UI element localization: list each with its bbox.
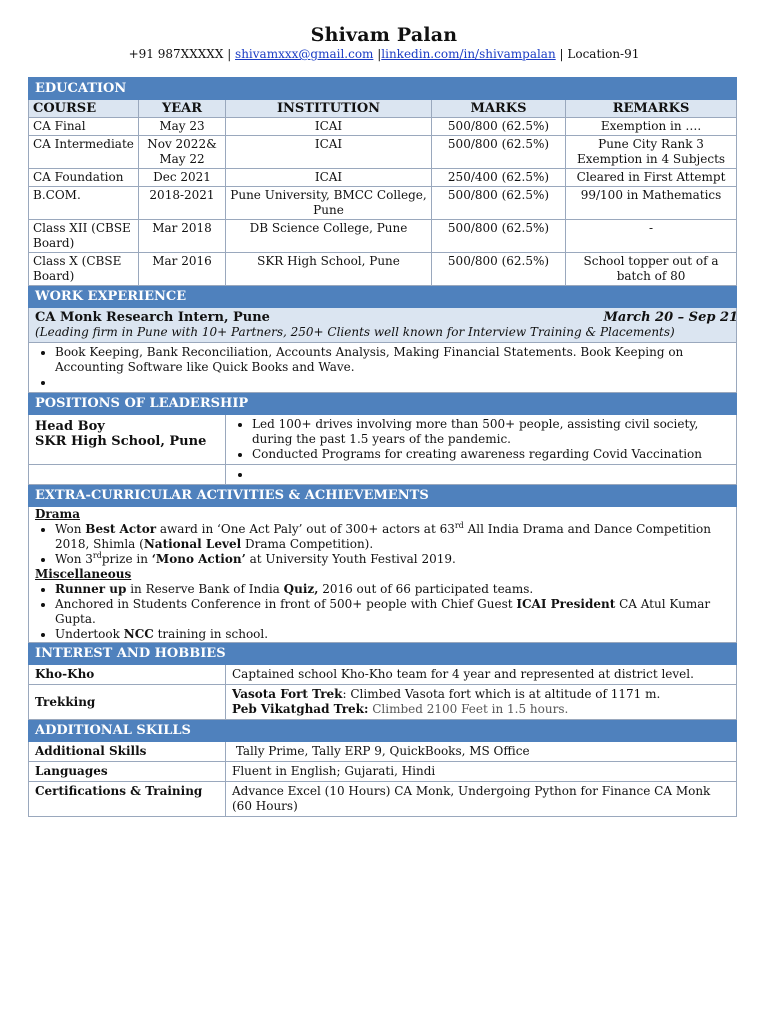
section-header-leadership: POSITIONS OF LEADERSHIP xyxy=(29,393,737,415)
empty-cell xyxy=(29,465,226,485)
list-item xyxy=(55,597,730,627)
separator: | xyxy=(223,47,236,61)
list-item xyxy=(252,467,730,482)
separator: | xyxy=(555,47,568,61)
skill-value: Tally Prime, Tally ERP 9, QuickBooks, MS Office xyxy=(226,742,737,762)
work-role: CA Monk Research Intern, Pune xyxy=(35,310,270,325)
year-cell: 2018-2021 xyxy=(139,187,226,220)
column-header-institution: INSTITUTION xyxy=(226,100,432,118)
list-item xyxy=(55,552,730,567)
bold-text: Peb Vikatghad Trek: xyxy=(232,702,369,716)
column-header-year: YEAR xyxy=(139,100,226,118)
institution-cell: ICAI xyxy=(226,136,432,169)
table-row xyxy=(29,665,737,685)
section-header-education: EDUCATION xyxy=(29,78,737,100)
course-cell: CA Final xyxy=(29,118,139,136)
table-row xyxy=(29,782,737,817)
leadership-position: Head Boy xyxy=(35,419,105,434)
resume-table xyxy=(28,77,737,817)
bold-text: Quiz, xyxy=(283,582,319,596)
course-cell: Class X (CBSE Board) xyxy=(29,253,139,286)
skill-key: Additional Skills xyxy=(29,742,226,762)
interest-key: Kho-Kho xyxy=(29,665,226,685)
institution-cell: SKR High School, Pune xyxy=(226,253,432,286)
skill-key: Certifications & Training xyxy=(29,782,226,817)
list-item: • Led 100+ drives involving more than 500+ people, assisting civil society, during the past 1.5 years of the pandemic. xyxy=(252,417,730,447)
list-item xyxy=(55,627,730,642)
bold-text: ‘Mono Action’ xyxy=(151,552,246,566)
text: All India Drama and Dance Competition 2018, Shimla ( xyxy=(55,522,711,551)
text: at University Youth Festival 2019. xyxy=(245,552,456,566)
work-bullet-list xyxy=(35,345,730,390)
interest-value xyxy=(226,685,737,720)
miscellaneous-list xyxy=(35,582,730,642)
table-row xyxy=(29,253,737,286)
year-cell: Nov 2022& May 22 xyxy=(139,136,226,169)
interest-value: Captained school Kho-Kho team for 4 year and represented at district level. xyxy=(226,665,737,685)
skill-key: Languages xyxy=(29,762,226,782)
bold-text: National Level xyxy=(143,537,242,551)
section-header-skills: ADDITIONAL SKILLS xyxy=(29,720,737,742)
linkedin-link[interactable]: linkedin.com/in/shivampalan xyxy=(381,47,556,61)
list-item xyxy=(55,522,730,552)
extracurricular-row xyxy=(29,507,737,643)
trek-line xyxy=(232,687,730,702)
leadership-organization: SKR High School, Pune xyxy=(35,434,207,449)
candidate-name: Shivam Palan xyxy=(310,24,458,46)
remarks-cell: 99/100 in Mathematics xyxy=(566,187,737,220)
text: : Climbed Vasota fort which is at altitude of 1171 m. xyxy=(342,687,661,701)
marks-cell: 500/800 (62.5%) xyxy=(432,253,566,286)
remarks-cell: Pune City Rank 3 Exemption in 4 Subjects xyxy=(566,136,737,169)
text: award in ‘One Act Paly’ out of 300+ actors at 63 xyxy=(156,522,455,536)
section-header-interests: INTEREST AND HOBBIES xyxy=(29,643,737,665)
table-row xyxy=(29,742,737,762)
trek-line xyxy=(232,702,730,717)
separator: | xyxy=(373,47,382,61)
course-cell: CA Intermediate xyxy=(29,136,139,169)
education-column-headers xyxy=(29,100,737,118)
email-link[interactable]: shivamxxx@gmail.com xyxy=(235,47,374,61)
table-row xyxy=(29,169,737,187)
work-description: (Leading firm in Pune with 10+ Partners, 250+ Clients well known for Interview Training & Placements) xyxy=(35,325,675,339)
phone-number: +91 987XXXXX xyxy=(128,47,224,61)
institution-cell: Pune University, BMCC College, Pune xyxy=(226,187,432,220)
drama-list xyxy=(35,522,730,567)
superscript: rd xyxy=(92,551,102,560)
year-cell: Mar 2016 xyxy=(139,253,226,286)
table-row xyxy=(29,187,737,220)
interest-key: Trekking xyxy=(29,685,226,720)
leadership-row xyxy=(29,415,737,465)
list-item: • Book Keeping, Bank Reconciliation, Accounts Analysis, Making Financial Statements. Book Keeping on Accounting Software like Quick Books and Wave. xyxy=(55,345,730,375)
institution-cell: ICAI xyxy=(226,118,432,136)
table-row xyxy=(29,685,737,720)
table-row xyxy=(29,220,737,253)
miscellaneous-subheading: Miscellaneous xyxy=(35,567,132,581)
text: training in school. xyxy=(153,627,269,641)
work-bullets-row xyxy=(29,343,737,393)
contact-line xyxy=(0,47,768,61)
list-item xyxy=(55,582,730,597)
section-header-extracurricular: EXTRA-CURRICULAR ACTIVITIES & ACHIEVEMENTS xyxy=(29,485,737,507)
superscript: rd xyxy=(454,521,464,530)
text: Drama Competition). xyxy=(241,537,374,551)
work-dates: March 20 – Sep 21 xyxy=(603,310,739,325)
year-cell: May 23 xyxy=(139,118,226,136)
text: Undertook xyxy=(55,627,124,641)
work-title-cell xyxy=(29,308,737,343)
section-header-work-experience: WORK EXPERIENCE xyxy=(29,286,737,308)
work-title-row xyxy=(29,308,737,343)
marks-cell: 500/800 (62.5%) xyxy=(432,136,566,169)
leadership-position-cell xyxy=(29,415,226,465)
year-cell: Mar 2018 xyxy=(139,220,226,253)
column-header-course: COURSE xyxy=(29,100,139,118)
text: 2016 out of 66 participated teams. xyxy=(318,582,534,596)
marks-cell: 500/800 (62.5%) xyxy=(432,118,566,136)
remarks-cell: Exemption in …. xyxy=(566,118,737,136)
institution-cell: DB Science College, Pune xyxy=(226,220,432,253)
marks-cell: 500/800 (62.5%) xyxy=(432,220,566,253)
marks-cell: 500/800 (62.5%) xyxy=(432,187,566,220)
drama-subheading: Drama xyxy=(35,507,80,521)
table-row xyxy=(29,118,737,136)
marks-cell: 250/400 (62.5%) xyxy=(432,169,566,187)
text: prize in xyxy=(101,552,152,566)
leadership-bullet-list xyxy=(232,417,730,462)
work-bullets-cell xyxy=(29,343,737,393)
leadership-bullets-cell xyxy=(226,415,737,465)
text: Anchored in Students Conference in front of 500+ people with Chief Guest xyxy=(55,597,517,611)
leadership-empty-row xyxy=(29,465,737,485)
institution-cell: ICAI xyxy=(226,169,432,187)
course-cell: CA Foundation xyxy=(29,169,139,187)
bold-text: Runner up xyxy=(55,582,127,596)
column-header-marks: MARKS xyxy=(432,100,566,118)
list-item xyxy=(55,375,730,390)
course-cell: Class XII (CBSE Board) xyxy=(29,220,139,253)
text: CA Atul Kumar Gupta. xyxy=(55,597,711,626)
empty-bullet-cell xyxy=(226,465,737,485)
bold-text: ICAI President xyxy=(516,597,616,611)
text: Climbed 2100 Feet in 1.5 hours. xyxy=(368,702,569,716)
column-header-remarks: REMARKS xyxy=(566,100,737,118)
remarks-cell: Cleared in First Attempt xyxy=(566,169,737,187)
bold-text: NCC xyxy=(123,627,154,641)
empty-bullet-list xyxy=(232,467,730,482)
text: Won xyxy=(55,522,86,536)
extracurricular-cell xyxy=(29,507,737,643)
bold-text: Vasota Fort Trek xyxy=(232,687,343,701)
remarks-cell: School topper out of a batch of 80 xyxy=(566,253,737,286)
skill-value: Fluent in English; Gujarati, Hindi xyxy=(226,762,737,782)
list-item: • Conducted Programs for creating awareness regarding Covid Vaccination xyxy=(252,447,730,462)
table-row xyxy=(29,762,737,782)
table-row xyxy=(29,136,737,169)
skill-value: Advance Excel (10 Hours) CA Monk, Undergoing Python for Finance CA Monk (60 Hours) xyxy=(226,782,737,817)
course-cell: B.COM. xyxy=(29,187,139,220)
location: Location-91 xyxy=(567,47,640,61)
text: in Reserve Bank of India xyxy=(126,582,284,596)
year-cell: Dec 2021 xyxy=(139,169,226,187)
remarks-cell: - xyxy=(566,220,737,253)
text: Won 3 xyxy=(55,552,93,566)
bold-text: Best Actor xyxy=(85,522,157,536)
